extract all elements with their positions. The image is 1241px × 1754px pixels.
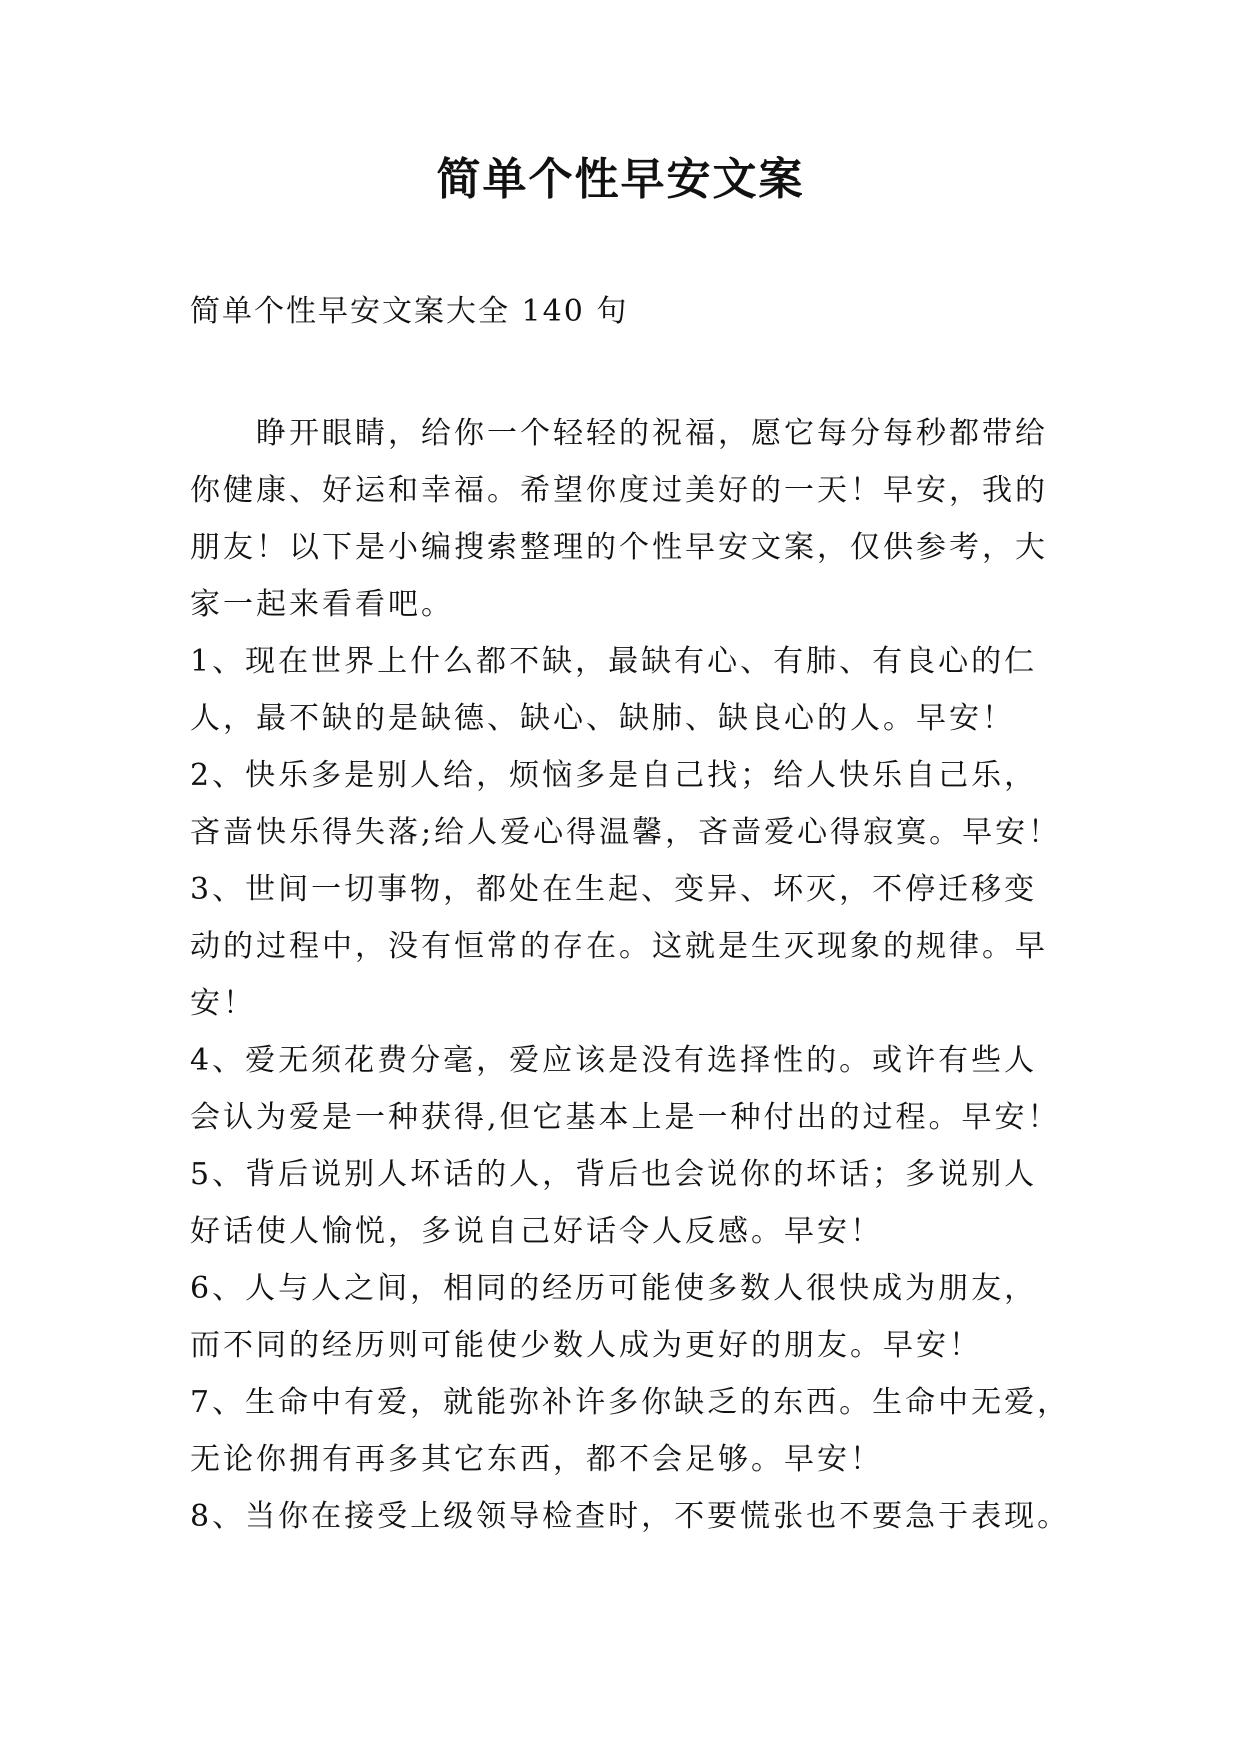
item-3-line-1: 3、世间一切事物，都处在生起、变异、坏灭，不停迁移变 — [190, 872, 1038, 907]
item-4-line-1: 4、爱无须花费分毫，爱应该是没有选择性的。或许有些人 — [190, 1043, 1038, 1078]
item-4-line-2: 会认为爱是一种获得,但它基本上是一种付出的过程。早安！ — [190, 1100, 1061, 1135]
item-3-line-2: 动的过程中，没有恒常的存在。这就是生灭现象的规律。早 — [190, 929, 1048, 964]
item-6-line-1: 6、人与人之间，相同的经历可能使多数人很快成为朋友， — [190, 1271, 1038, 1306]
intro-line-2: 你健康、好运和幸福。希望你度过美好的一天！早安，我的 — [190, 473, 1048, 508]
item-2-line-1: 2、快乐多是别人给，烦恼多是自己找；给人快乐自己乐， — [190, 758, 1038, 793]
item-7-line-2: 无论你拥有再多其它东西，都不会足够。早安！ — [190, 1442, 883, 1477]
item-2-line-2: 吝啬快乐得失落;给人爱心得温馨，吝啬爱心得寂寞。早安！ — [190, 815, 1062, 850]
document-subtitle: 简单个性早安文案大全 140 句 — [190, 294, 629, 329]
item-5-line-1: 5、背后说别人坏话的人，背后也会说你的坏话；多说别人 — [190, 1157, 1038, 1192]
intro-line-4: 家一起来看看吧。 — [190, 587, 454, 622]
item-6-line-2: 而不同的经历则可能使少数人成为更好的朋友。早安！ — [190, 1328, 982, 1363]
item-8-line-1: 8、当你在接受上级领导检查时，不要慌张也不要急于表现。 — [190, 1499, 1071, 1534]
item-3-line-3: 安！ — [190, 986, 256, 1021]
intro-line-1: 睁开眼睛，给你一个轻轻的祝福，愿它每分每秒都带给 — [256, 416, 1048, 451]
item-7-line-1: 7、生命中有爱，就能弥补许多你缺乏的东西。生命中无爱， — [190, 1385, 1071, 1420]
item-5-line-2: 好话使人愉悦，多说自己好话令人反感。早安！ — [190, 1214, 883, 1249]
item-1-line-1: 1、现在世界上什么都不缺，最缺有心、有肺、有良心的仁 — [190, 644, 1038, 679]
item-1-line-2: 人，最不缺的是缺德、缺心、缺肺、缺良心的人。早安！ — [190, 701, 1015, 736]
intro-line-3: 朋友！以下是小编搜索整理的个性早安文案，仅供参考，大 — [190, 530, 1048, 565]
document-title: 简单个性早安文案 — [436, 154, 805, 205]
document-body — [190, 405, 1070, 1545]
